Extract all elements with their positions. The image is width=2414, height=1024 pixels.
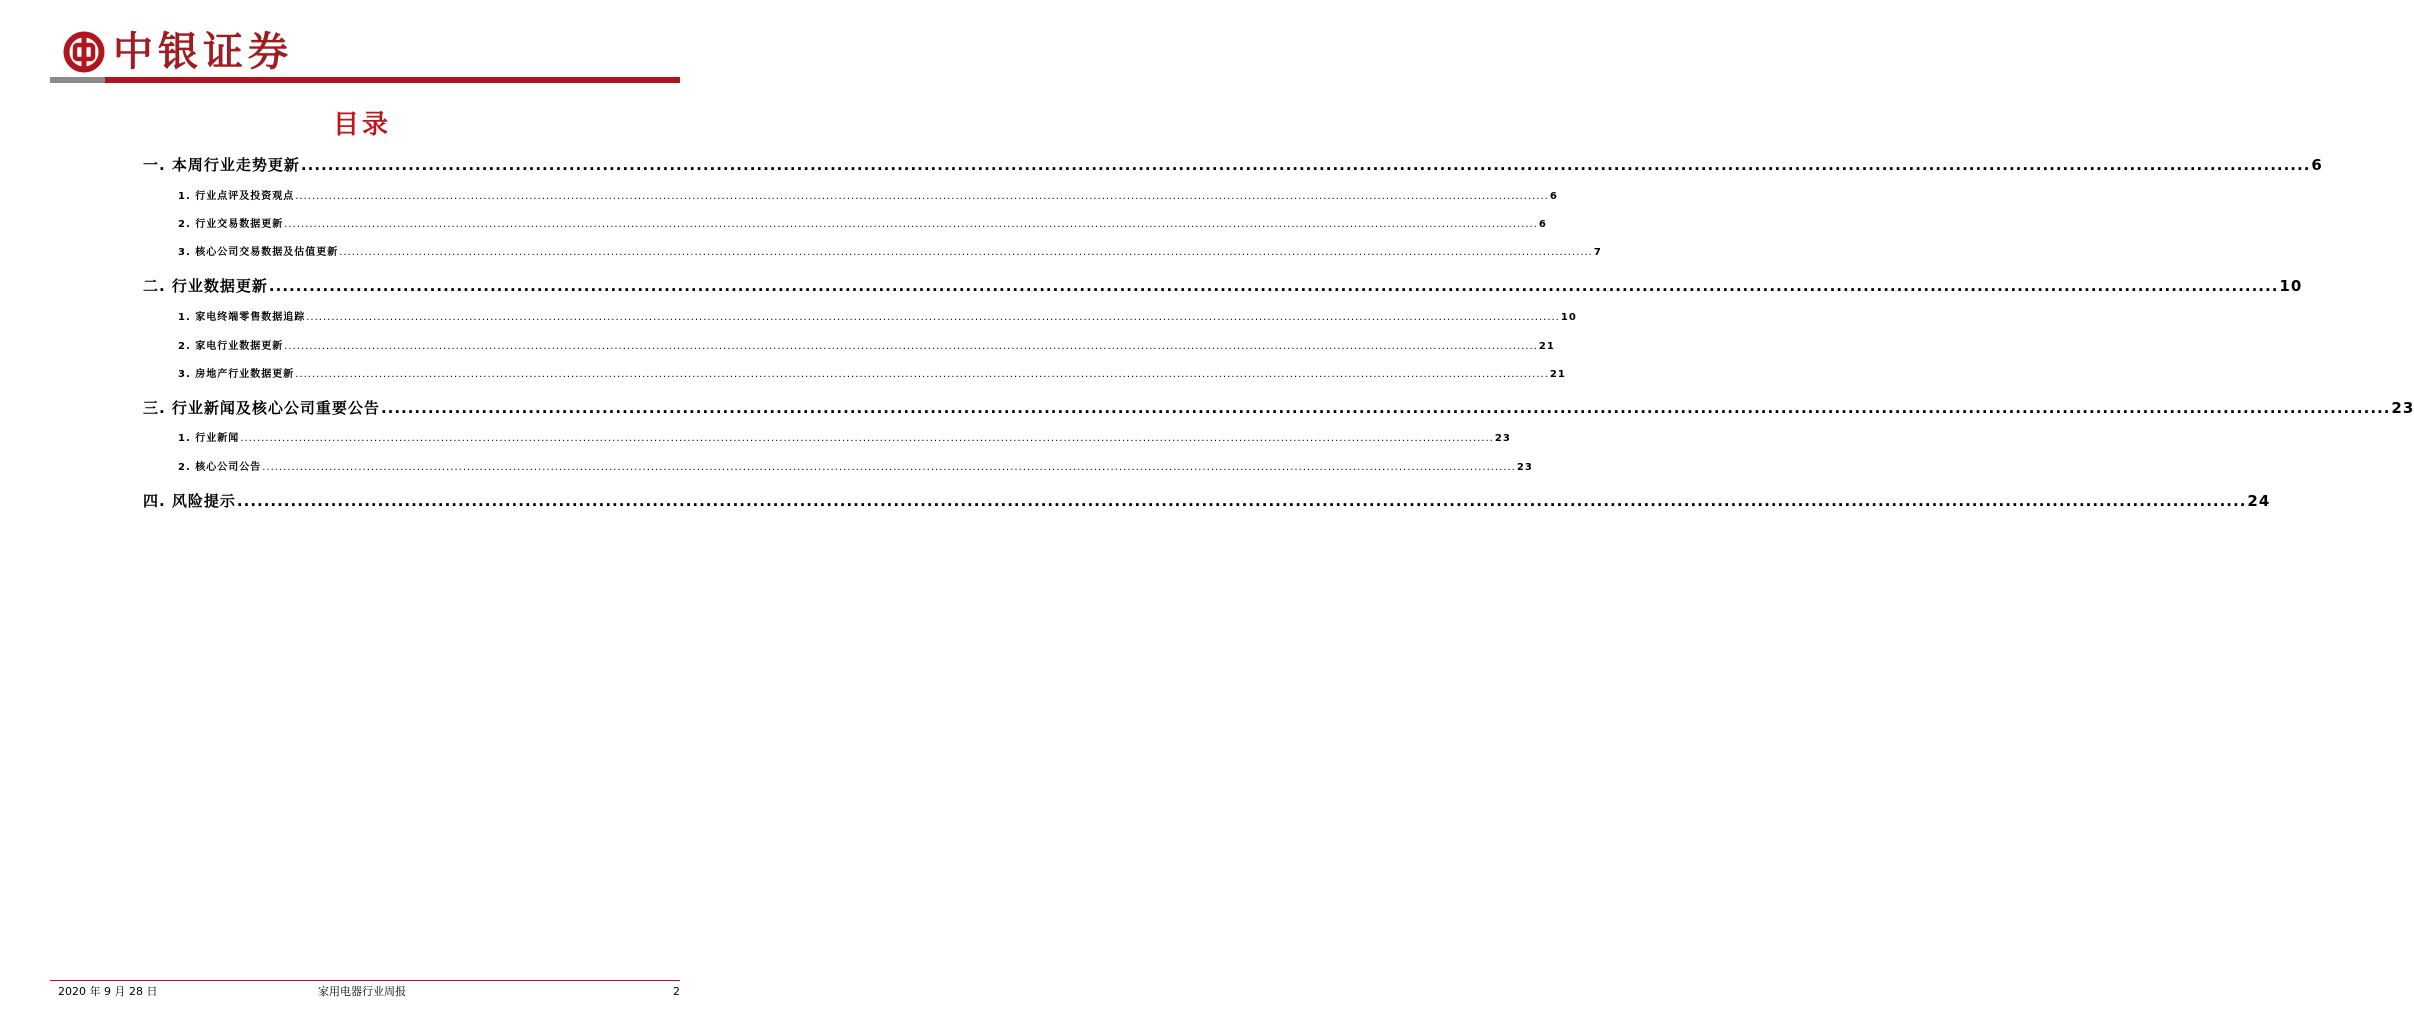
toc-entry-page: 21 [1549,369,1566,380]
toc-entry-2[interactable] [143,276,2303,296]
toc-entry-label: 三. 行业新闻及核心公司重要公告 [143,399,380,417]
toc-leader-dots: ............................................................................................................................................................................................................................................................................................................ [284,219,1538,230]
toc-entry-page: 23 [1516,462,1533,473]
toc-leader-dots: ............................................................................................................................................................................................................................................................................................................ [380,399,2391,417]
header-rule-red [105,77,680,83]
toc-entry-label: 1. 行业点评及投资观点 [178,191,295,202]
toc-entry-3[interactable] [143,398,2414,418]
toc-leader-dots: ............................................................................................................................................................................................................................................................................................................ [306,312,1560,323]
toc-entry-label: 2. 核心公司公告 [178,462,262,473]
toc-entry-3-2[interactable] [178,461,1533,475]
toc-leader-dots: ............................................................................................................................................................................................................................................................................................................ [284,341,1538,352]
toc-entry-1-1[interactable] [178,190,1558,204]
toc-leader-dots: ............................................................................................................................................................................................................................................................................................................ [295,191,1549,202]
brand-name: 中银证券 [113,28,293,75]
footer-rule [50,980,680,981]
toc-leader-dots: ............................................................................................................................................................................................................................................................................................................ [300,156,2311,174]
bank-of-china-logo-icon [63,31,105,73]
toc-entry-2-1[interactable] [178,311,1577,325]
toc-entry-page: 6 [1538,219,1547,230]
toc-entry-page: 7 [1593,247,1602,258]
toc-entry-page: 10 [1560,312,1577,323]
toc-entry-label: 四. 风险提示 [143,492,236,510]
footer-date: 2020 年 9 月 28 日 [58,985,158,998]
toc-entry-2-2[interactable] [178,340,1555,354]
toc-entry-label: 2. 行业交易数据更新 [178,219,284,230]
toc-entry-page: 6 [2311,156,2323,174]
toc-entry-label: 3. 核心公司交易数据及估值更新 [178,247,339,258]
toc-entry-1[interactable] [143,155,2323,175]
toc-entry-label: 二. 行业数据更新 [143,277,268,295]
footer-page-number: 2 [673,985,680,998]
toc-entry-label: 1. 行业新闻 [178,433,240,444]
toc-leader-dots: ............................................................................................................................................................................................................................................................................................................ [339,247,1593,258]
toc-leader-dots: ............................................................................................................................................................................................................................................................................................................ [295,369,1549,380]
toc-leader-dots: ............................................................................................................................................................................................................................................................................................................ [268,277,2279,295]
toc-entry-label: 1. 家电终端零售数据追踪 [178,312,306,323]
toc-entry-1-2[interactable] [178,218,1547,232]
toc-entry-label: 一. 本周行业走势更新 [143,156,300,174]
toc-entry-label: 3. 房地产行业数据更新 [178,369,295,380]
toc-entry-page: 6 [1549,191,1558,202]
toc-entry-page: 23 [1494,433,1511,444]
toc-entry-page: 23 [2391,399,2414,417]
toc-title: 目录 [332,110,391,140]
toc-leader-dots: ............................................................................................................................................................................................................................................................................................................ [240,433,1494,444]
footer-report-title: 家用电器行业周报 [318,985,406,998]
header-rule-gray [50,77,105,83]
toc-entry-2-3[interactable] [178,368,1566,382]
toc-entry-page: 10 [2279,277,2303,295]
toc-leader-dots: ............................................................................................................................................................................................................................................................................................................ [236,492,2247,510]
toc-entry-page: 21 [1538,341,1555,352]
toc-entry-3-1[interactable] [178,432,1511,446]
toc-leader-dots: ............................................................................................................................................................................................................................................................................................................ [262,462,1516,473]
toc-entry-4[interactable] [143,491,2271,511]
toc-entry-1-3[interactable] [178,246,1602,260]
toc-entry-label: 2. 家电行业数据更新 [178,341,284,352]
toc-entry-page: 24 [2247,492,2271,510]
